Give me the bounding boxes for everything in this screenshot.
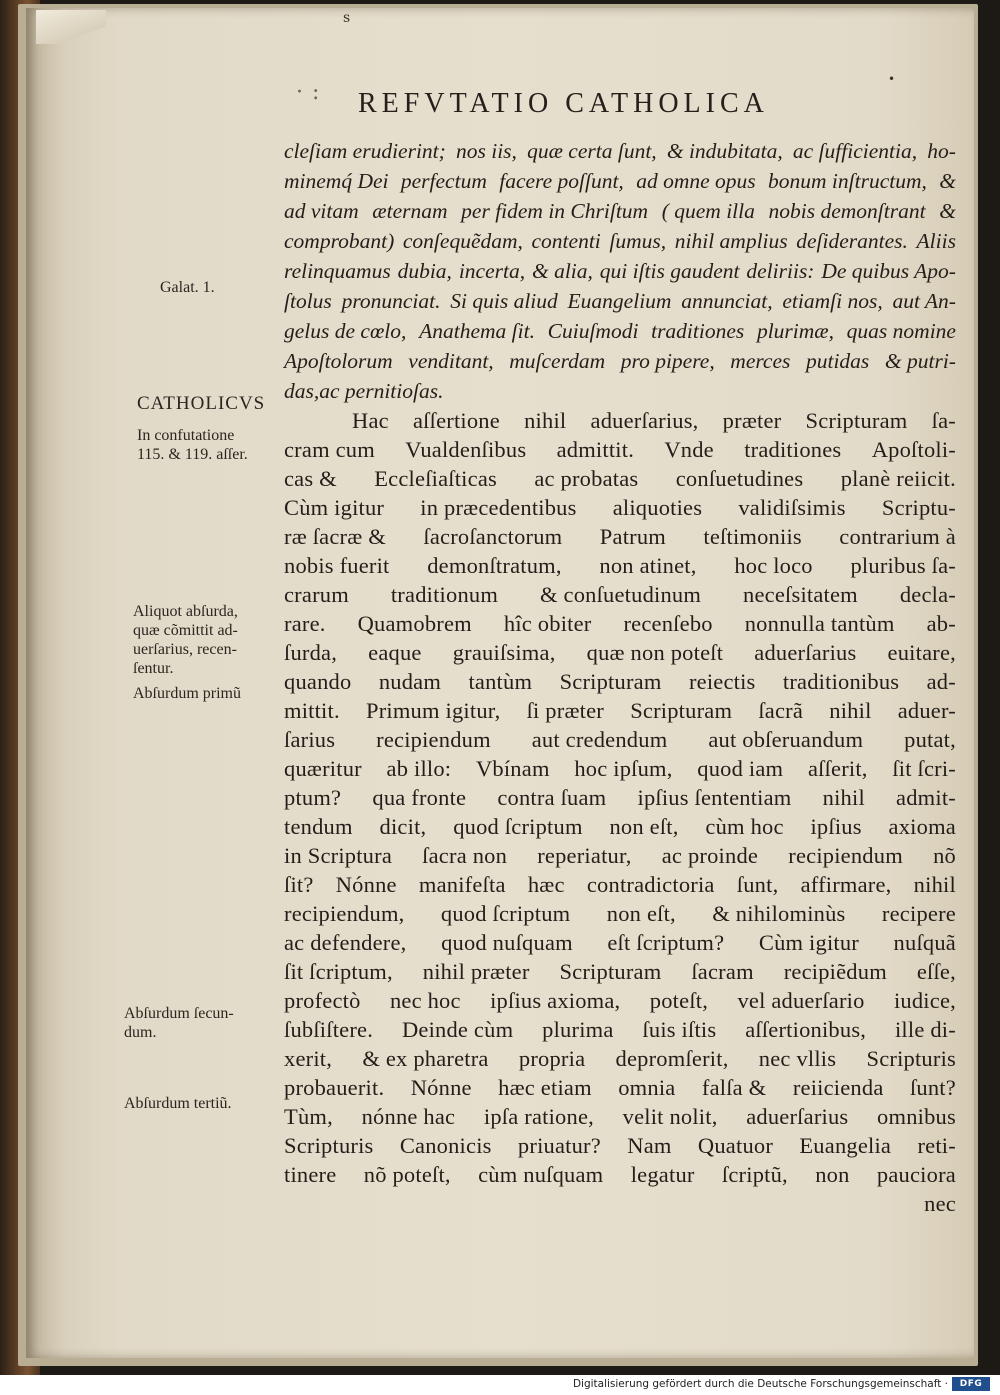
word: pauciora (876, 1162, 956, 1187)
word: Quatuor (697, 1133, 774, 1158)
word: nihil (829, 698, 872, 723)
word: validiſsimis (738, 495, 846, 520)
word: recipiendum (788, 843, 903, 868)
text-line (284, 1073, 956, 1102)
text-line (284, 725, 956, 754)
word: quod ſcriptum (453, 814, 583, 839)
word: xerit, (284, 1046, 333, 1071)
word: ſtolus (284, 289, 332, 313)
roman-passage (284, 406, 956, 1189)
word: aut obſeruandum (708, 727, 864, 752)
word: ſacrã (758, 698, 804, 723)
word: deliriis: (746, 259, 815, 283)
word: vel aduerſario (737, 988, 865, 1013)
margin-note-galat: Galat. 1. (160, 279, 215, 296)
running-head: REFVTATIO CATHOLICA (358, 88, 769, 119)
word: Vbínam (475, 756, 550, 781)
word: recipiendum (376, 727, 491, 752)
word: Primum igitur, (365, 698, 501, 723)
word: in præcedentibus (420, 495, 577, 520)
word: Nam (627, 1133, 672, 1158)
word: nonnulla tantùm (744, 611, 895, 636)
word: contradictoria (586, 872, 715, 897)
word: Deinde cùm (401, 1017, 514, 1042)
word: cram cum (284, 437, 375, 462)
margin-note-primum: Abſurdum primũ (133, 685, 241, 702)
word: reiectis (688, 669, 756, 694)
word: plurima (542, 1017, 614, 1042)
text-line (284, 696, 956, 725)
word: grauiſsima, (452, 640, 556, 665)
word: perfectum (400, 169, 487, 193)
word: Apoſtoli- (871, 437, 956, 462)
word: ſacram (691, 959, 754, 984)
word: profectò (284, 988, 361, 1013)
word: ſa- (931, 408, 956, 433)
word: reti- (917, 1133, 956, 1158)
word: Scripturam (559, 959, 662, 984)
word: nihil præter (422, 959, 530, 984)
word: axioma (888, 814, 956, 839)
word: venditant, (408, 349, 494, 373)
margin-note-confutatione-2: 115. & 119. aſſer. (137, 446, 248, 463)
word: falſa & (701, 1075, 767, 1100)
dfg-logo: DFG (952, 1377, 990, 1391)
word: ſi præter (526, 698, 604, 723)
margin-note-aliquot-4: ſentur. (133, 660, 174, 677)
word: traditionum (390, 582, 499, 607)
word: & putri- (884, 349, 956, 373)
word: præter (722, 408, 782, 433)
word: ſunt? (909, 1075, 956, 1100)
text-line (284, 1131, 956, 1160)
word: aſſertionibus, (745, 1017, 867, 1042)
word: Quamobrem (357, 611, 472, 636)
margin-note-tertium: Abſurdum tertiũ. (124, 1095, 232, 1112)
leaf-mark: s (343, 10, 351, 26)
word: ſacra non (422, 843, 508, 868)
word: traditiones (744, 437, 842, 462)
word: ac probatas (534, 466, 639, 491)
word: ipſius ſententiam (637, 785, 792, 810)
word: conſequẽdam, (402, 229, 523, 253)
text-line (284, 256, 956, 286)
word: cùm hoc (705, 814, 784, 839)
word: Euangelia (799, 1133, 892, 1158)
word: recenſebo (623, 611, 713, 636)
word: decla- (899, 582, 956, 607)
word: relinquamus (284, 259, 391, 283)
word: ſunt, (736, 872, 779, 897)
word: Vualdenſibus (405, 437, 527, 462)
word: ac proinde (661, 843, 759, 868)
margin-note-aliquot-3: uerſarius, recen- (133, 641, 237, 658)
word: Si quis aliud (450, 289, 558, 313)
word: pronunciat. (341, 289, 441, 313)
text-line (284, 376, 956, 406)
word: depromſerit, (615, 1046, 729, 1071)
word: contrarium à (839, 524, 956, 549)
word: hæc etiam (498, 1075, 592, 1100)
word: qua fronte (372, 785, 467, 810)
text-line (284, 166, 956, 196)
text-line (284, 986, 956, 1015)
word: ipſius axioma, (490, 988, 621, 1013)
word: nobis fuerit (284, 553, 390, 578)
word: ipſius (810, 814, 862, 839)
word: comprobant) (284, 229, 395, 253)
word: legatur (630, 1162, 695, 1187)
text-line (284, 1102, 956, 1131)
word: ac ſufficientia, (792, 139, 918, 163)
word: cleſiam erudierint; (284, 139, 446, 163)
word: Aliis (916, 229, 956, 253)
word: Scriptu- (881, 495, 956, 520)
funding-credit: Digitalisierung gefördert durch die Deutsche Forschungsgemeinschaft · (572, 1378, 948, 1390)
text-line (284, 754, 956, 783)
word: Scripturis (284, 1133, 374, 1158)
word: cùm nuſquam (478, 1162, 604, 1187)
margin-note-secundum-2: dum. (124, 1024, 157, 1041)
word: Canonicis (399, 1133, 492, 1158)
word: rare. (284, 611, 326, 636)
text-line (284, 493, 956, 522)
word: demonſtratum, (427, 553, 562, 578)
word: etiamſi nos, (782, 289, 883, 313)
word: non (815, 1162, 850, 1187)
word: contenti (531, 229, 601, 253)
word: aduerſarius (746, 1104, 849, 1129)
text-line (284, 551, 956, 580)
word: & conſuetudinum (539, 582, 702, 607)
word: ſit ſcri- (892, 756, 956, 781)
word: Cùm igitur (758, 930, 859, 955)
word: velit nolit, (622, 1104, 718, 1129)
word: aduerſarius (754, 640, 857, 665)
word: reperiatur, (537, 843, 632, 868)
word: ad vitam (284, 199, 359, 223)
text-line (284, 783, 956, 812)
text-line (284, 638, 956, 667)
word: hoc ipſum, (574, 756, 673, 781)
word: cas & (284, 466, 337, 491)
word: planè reiicit. (840, 466, 956, 491)
word: quod nuſquam (441, 930, 573, 955)
word: & indubitata, (666, 139, 783, 163)
text-line (284, 841, 956, 870)
catchword: nec (924, 1191, 956, 1216)
word: ab- (926, 611, 956, 636)
margin-note-secundum-1: Abſurdum ſecun- (124, 1005, 234, 1022)
word: nuſquã (893, 930, 956, 955)
word: æternam (372, 199, 448, 223)
text-line (284, 957, 956, 986)
margin-note-confutatione-1: In confutatione (137, 427, 235, 444)
word: quas nomine (846, 319, 956, 343)
word: Scripturam (630, 698, 733, 723)
word: manifeſta (418, 872, 506, 897)
word: annunciat, (681, 289, 773, 313)
word: mittit. (284, 698, 340, 723)
word: poteſt, (649, 988, 709, 1013)
word: facere poſſunt, (499, 169, 624, 193)
word: putat, (904, 727, 956, 752)
word: eſſe, (916, 959, 956, 984)
word: gelus de cœlo, (284, 319, 407, 343)
word: nihil (524, 408, 567, 433)
word: Vnde (664, 437, 714, 462)
word: minemq́ Dei (284, 169, 389, 193)
word: admit- (896, 785, 956, 810)
word: aliquoties (612, 495, 703, 520)
word: aſſertione (412, 408, 500, 433)
word: ſacroſanctorum (423, 524, 563, 549)
word: deſiderantes. (796, 229, 908, 253)
word: omnibus (877, 1104, 956, 1129)
word: ſubſiſtere. (284, 1017, 374, 1042)
text-line (284, 316, 956, 346)
word: aduerſarius, (590, 408, 699, 433)
text-line (284, 812, 956, 841)
word: aſſerit, (807, 756, 868, 781)
word: ad- (926, 669, 956, 694)
word: nihil amplius (674, 229, 788, 253)
text-line (284, 435, 956, 464)
word: Nónne (335, 872, 397, 897)
word: recipere (881, 901, 956, 926)
text-line (284, 580, 956, 609)
word: muſcerdam (509, 349, 606, 373)
word: merces (730, 349, 791, 373)
word: Scripturis (866, 1046, 956, 1071)
word: Nónne (410, 1075, 472, 1100)
word: nihil (822, 785, 865, 810)
text-line (284, 196, 956, 226)
margin-note-aliquot-1: Aliquot abſurda, (133, 603, 238, 620)
word: iudice, (893, 988, 956, 1013)
word: eaque (368, 640, 422, 665)
page-fold (36, 10, 106, 44)
word: Eccleſiaſticas (374, 466, 497, 491)
word: non eſt, (606, 901, 676, 926)
word: das, (284, 379, 320, 403)
word: dicit, (379, 814, 427, 839)
word: eſt ſcriptum? (607, 930, 725, 955)
word: crarum (284, 582, 349, 607)
word: Scripturam (559, 669, 662, 694)
italic-passage (284, 136, 956, 406)
word: euitare, (887, 640, 956, 665)
footer-bar (0, 1375, 1000, 1395)
word: quæ certa ſunt, (527, 139, 657, 163)
text-line (284, 286, 956, 316)
word: nõ poteſt, (363, 1162, 451, 1187)
word: ſcriptũ, (721, 1162, 788, 1187)
word: & nihilominùs (712, 901, 846, 926)
word: & (939, 169, 956, 193)
word: aut credendum (531, 727, 668, 752)
word: quando (284, 669, 352, 694)
word: Scripturam (805, 408, 908, 433)
word: Anathema ſit. (419, 319, 535, 343)
text-line (284, 226, 956, 256)
word: omnia (618, 1075, 676, 1100)
word: Euangelium (567, 289, 672, 313)
catchword-line (284, 1189, 956, 1218)
word: in Scriptura (284, 843, 393, 868)
word: quæ non poteſt (586, 640, 724, 665)
text-line (284, 522, 956, 551)
text-line (284, 346, 956, 376)
header-ornament: · : (296, 80, 321, 105)
text-line (284, 406, 956, 435)
text-line (284, 899, 956, 928)
word: hîc obiter (503, 611, 592, 636)
word: tendum (284, 814, 353, 839)
main-text (284, 136, 956, 1218)
text-line (284, 1015, 956, 1044)
word: tinere (284, 1162, 337, 1187)
word: probauerit. (284, 1075, 385, 1100)
word: nihil (913, 872, 956, 897)
word: Tùm, (284, 1104, 333, 1129)
word: qui iſtis gaudent (599, 259, 740, 283)
word: teſtimoniis (703, 524, 802, 549)
word: putidas (805, 349, 870, 373)
text-line (284, 667, 956, 696)
word: traditionibus (782, 669, 900, 694)
word: & ex pharetra (362, 1046, 489, 1071)
word: traditiones (651, 319, 745, 343)
word: nudam (378, 669, 442, 694)
word: recipiẽdum (783, 959, 887, 984)
text-line (284, 1160, 956, 1189)
word: pluribus ſa- (850, 553, 956, 578)
word: ipſa ratione, (483, 1104, 594, 1129)
word: nónne hac (361, 1104, 456, 1129)
word: hæc (527, 872, 565, 897)
word: incerta, (458, 259, 526, 283)
word: ille di- (894, 1017, 956, 1042)
margin-note-aliquot-2: quæ cõmittit ad- (133, 622, 238, 639)
word: nec hoc (389, 988, 461, 1013)
text-line (284, 136, 956, 166)
word: neceſsitatem (743, 582, 858, 607)
word: quod iam (697, 756, 784, 781)
word: ad omne opus (636, 169, 756, 193)
word: Hac (352, 408, 389, 433)
word: aduer- (897, 698, 956, 723)
word: ptum? (284, 785, 342, 810)
word: recipiendum, (284, 901, 405, 926)
word: non eſt, (609, 814, 679, 839)
word: ho- (927, 139, 956, 163)
word: non atinet, (599, 553, 697, 578)
word: propria (518, 1046, 586, 1071)
word: nõ (933, 843, 956, 868)
word: bonum inſtructum, (768, 169, 927, 193)
word: ſarius (284, 727, 336, 752)
word: contra ſuam (497, 785, 607, 810)
word: hoc loco (734, 553, 813, 578)
word: aut An- (892, 289, 956, 313)
word: pro pipere, (620, 349, 715, 373)
word: & alia, (531, 259, 593, 283)
word: Cùm igitur (284, 495, 385, 520)
word: ræ ſacræ & (284, 524, 386, 549)
word: nec vllis (758, 1046, 837, 1071)
word: quæritur (284, 756, 362, 781)
word: reiicienda (792, 1075, 884, 1100)
word: ſit? (284, 872, 314, 897)
word: ſit ſcriptum, (284, 959, 393, 984)
word: tantùm (468, 669, 533, 694)
word: dubia, (397, 259, 452, 283)
margin-heading-catholicus: CATHOLICVS (137, 393, 266, 414)
word: nos iis, (455, 139, 517, 163)
text-line (284, 870, 956, 899)
word: ac defendere, (284, 930, 407, 955)
word: affirmare, (800, 872, 892, 897)
word: ac pernitioſas. (319, 379, 444, 403)
word: & (939, 199, 956, 223)
word: Cuiuſmodi (547, 319, 639, 343)
word: ab illo: (386, 756, 452, 781)
word: ſuis iſtis (642, 1017, 717, 1042)
text-line (284, 928, 956, 957)
text-line (284, 464, 956, 493)
word: Apoſtolorum (284, 349, 393, 373)
word: priuatur? (517, 1133, 601, 1158)
word: admittit. (556, 437, 635, 462)
word: De quibus Apo- (821, 259, 956, 283)
word: plurimæ, (756, 319, 834, 343)
word: nobis demonſtrant (768, 199, 926, 223)
word: conſuetudines (675, 466, 804, 491)
text-line (284, 609, 956, 638)
word: ſurda, (284, 640, 338, 665)
word: ( quem illa (661, 199, 755, 223)
text-line (284, 1044, 956, 1073)
word: per fidem in Chriſtum (461, 199, 649, 223)
word: ſumus, (609, 229, 667, 253)
dot-mark: • (888, 72, 896, 86)
word: quod ſcriptum (440, 901, 571, 926)
word: Patrum (599, 524, 666, 549)
